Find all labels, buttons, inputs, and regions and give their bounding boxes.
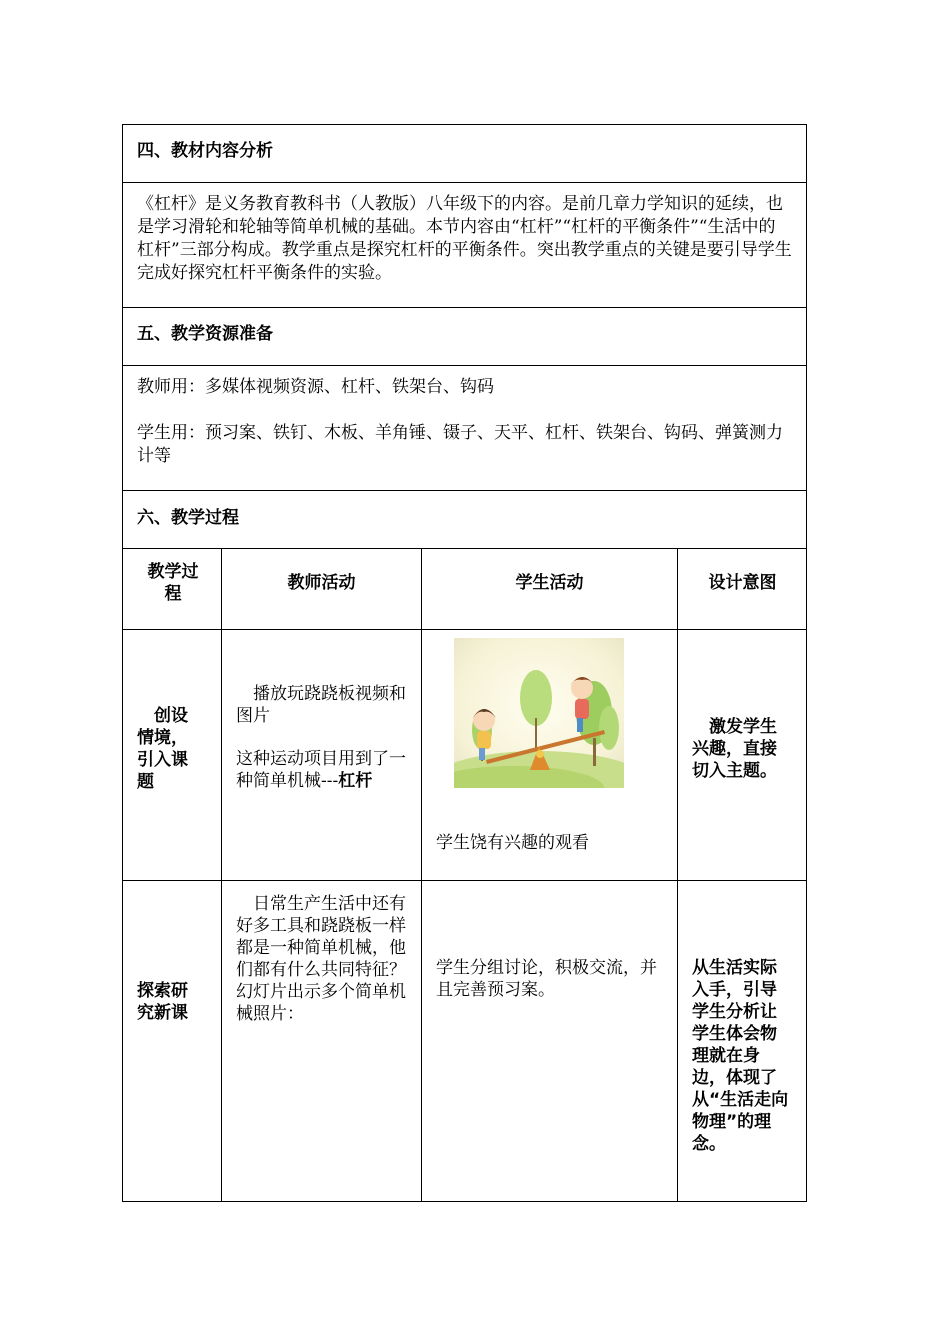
seesaw-illustration: [454, 638, 624, 788]
column-divider: [677, 548, 678, 1202]
column-header-intent: 设计意图: [708, 573, 777, 593]
column-header-teacher: 教师活动: [287, 573, 356, 593]
student-activity: 学生饶有兴趣的观看: [436, 833, 589, 853]
section-heading-content-analysis: 四、教材内容分析: [137, 141, 273, 161]
teacher-activity-p2: [236, 748, 410, 792]
divider: [122, 629, 807, 630]
teacher-activity-text: 这种运动项目用到了一种简单机械---: [236, 749, 406, 791]
section-heading-process: 六、教学过程: [137, 508, 239, 528]
divider: [122, 182, 807, 183]
teacher-resources: 教师用：多媒体视频资源、杠杆、铁架台、钩码: [137, 377, 494, 397]
divider: [122, 490, 807, 491]
teacher-activity-p1: 日常生产生活中还有好多工具和跷跷板一样都是一种简单机械，他们都有什么共同特征？幻灯片出示多个简单机械照片：: [236, 894, 406, 1024]
student-resources: 学生用：预习案、铁钉、木板、羊角锤、镊子、天平、杠杆、铁架台、钩码、弹簧测力计等: [137, 423, 783, 466]
divider: [122, 307, 807, 308]
lever-keyword: 杠杆: [338, 771, 373, 791]
design-intent: 激发学生兴趣，直接切入主题。: [692, 717, 777, 781]
stage-label: 创设情境，引入课题: [137, 706, 188, 792]
teacher-activity-p1: 播放玩跷跷板视频和图片: [236, 684, 406, 726]
divider: [122, 880, 807, 881]
column-header-stage: 教学过程: [147, 562, 199, 604]
divider: [122, 365, 807, 366]
section-heading-resources: 五、教学资源准备: [137, 324, 273, 344]
column-divider: [221, 548, 222, 1202]
student-activity: 学生分组讨论，积极交流，并且完善预习案。: [436, 958, 657, 1000]
column-header-student: 学生活动: [515, 573, 584, 593]
stage-label: 探索研究新课: [137, 981, 188, 1023]
design-intent: 从生活实际入手，引导学生分析让学生体会物理就在身边，体现了从“生活走向物理”的理念。: [692, 958, 789, 1154]
divider: [122, 548, 807, 549]
content-analysis-text: 《杠杆》是义务教育教科书（人教版）八年级下的内容。是前几章力学知识的延续，也是学习滑轮和轮轴等简单机械的基础。本节内容由“杠杆”“杠杆的平衡条件”“生活中的杠杆”三部分构成。教学重点是探究杠杆的平衡条件。突出教学重点的关键是要引导学生完成好探究杠杆平衡条件的实验。: [137, 194, 792, 283]
column-divider: [421, 548, 422, 1202]
